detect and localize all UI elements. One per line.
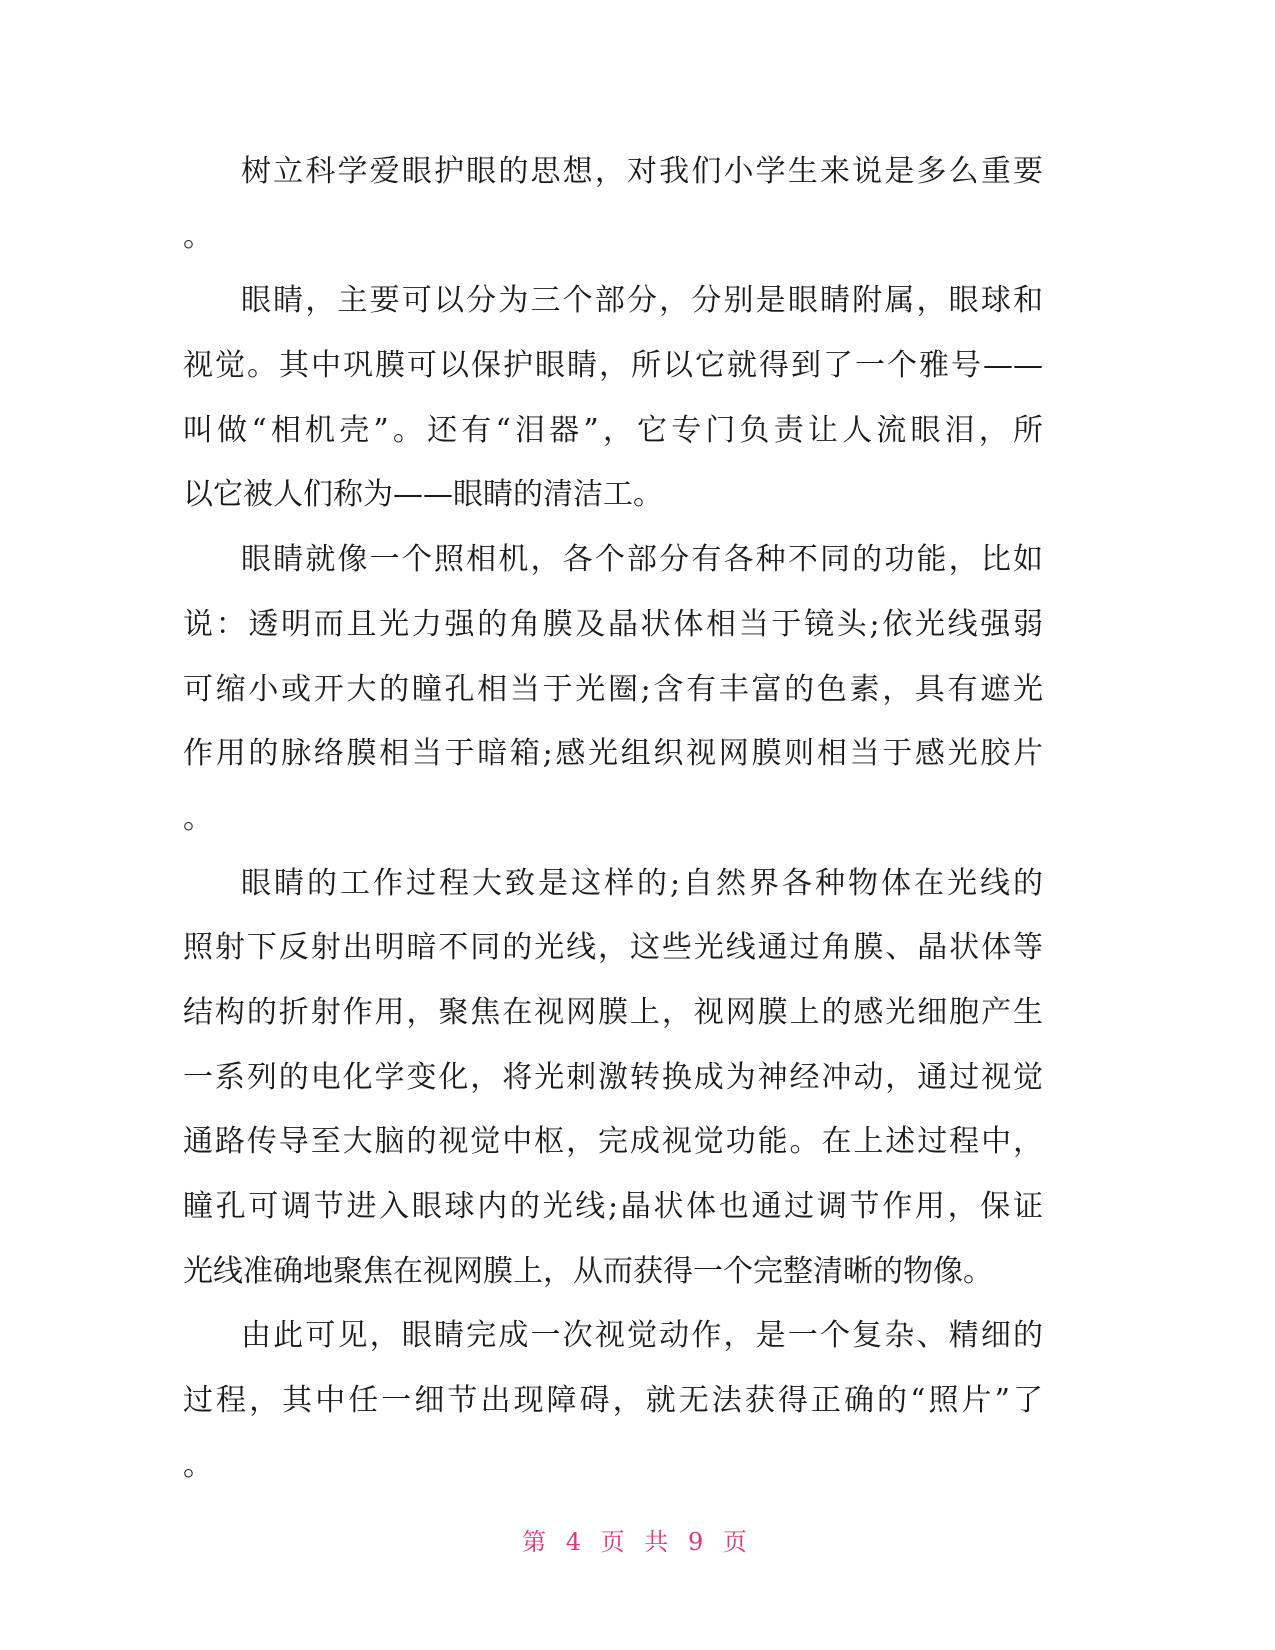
document-body [183,140,1043,1498]
text-line: 照射下反射出明暗不同的光线，这些光线通过角膜、晶状体等 [183,930,1043,966]
text-line: 过程，其中任一细节出现障碍，就无法获得正确的“照片”了 [183,1383,1043,1419]
paragraph-1 [183,140,1043,269]
text-line: 由此可见，眼睛完成一次视觉动作，是一个复杂、精细的 [241,1318,1043,1354]
text-line: 通路传导至大脑的视觉中枢，完成视觉功能。在上述过程中， [183,1124,1043,1160]
text-line: 。 [183,218,213,254]
page-number-footer: 第 4 页 共 9 页 [522,1528,753,1556]
paragraph-5 [183,1304,1043,1498]
text-line: 眼睛，主要可以分为三个部分，分别是眼睛附属，眼球和 [241,283,1043,319]
text-line: 说：透明而且光力强的角膜及晶状体相当于镜头;依光线强弱 [183,606,1043,642]
paragraph-4 [183,852,1043,1305]
text-line: 作用的脉络膜相当于暗箱;感光组织视网膜则相当于感光胶片 [183,736,1043,772]
text-line: 。 [183,1447,213,1483]
text-line: 。 [183,800,213,836]
text-line: 一系列的电化学变化，将光刺激转换成为神经冲动，通过视觉 [183,1059,1043,1095]
paragraph-3 [183,528,1043,851]
text-line: 以它被人们称为——眼睛的清洁工。 [183,477,663,513]
text-line: 视觉。其中巩膜可以保护眼睛，所以它就得到了一个雅号—— [183,348,1043,384]
text-line: 可缩小或开大的瞳孔相当于光圈;含有丰富的色素，具有遮光 [183,671,1043,707]
text-line: 结构的折射作用，聚焦在视网膜上，视网膜上的感光细胞产生 [183,994,1043,1030]
paragraph-2 [183,269,1043,528]
text-line: 眼睛的工作过程大致是这样的;自然界各种物体在光线的 [241,865,1043,901]
text-line: 叫做“相机壳”。还有“泪器”，它专门负责让人流眼泪，所 [183,412,1043,448]
text-line: 眼睛就像一个照相机，各个部分有各种不同的功能，比如 [241,542,1043,578]
text-line: 光线准确地聚焦在视网膜上，从而获得一个完整清晰的物像。 [183,1253,993,1289]
text-line: 树立科学爱眼护眼的思想，对我们小学生来说是多么重要 [241,154,1043,189]
text-line: 瞳孔可调节进入眼球内的光线;晶状体也通过调节作用，保证 [183,1189,1043,1224]
